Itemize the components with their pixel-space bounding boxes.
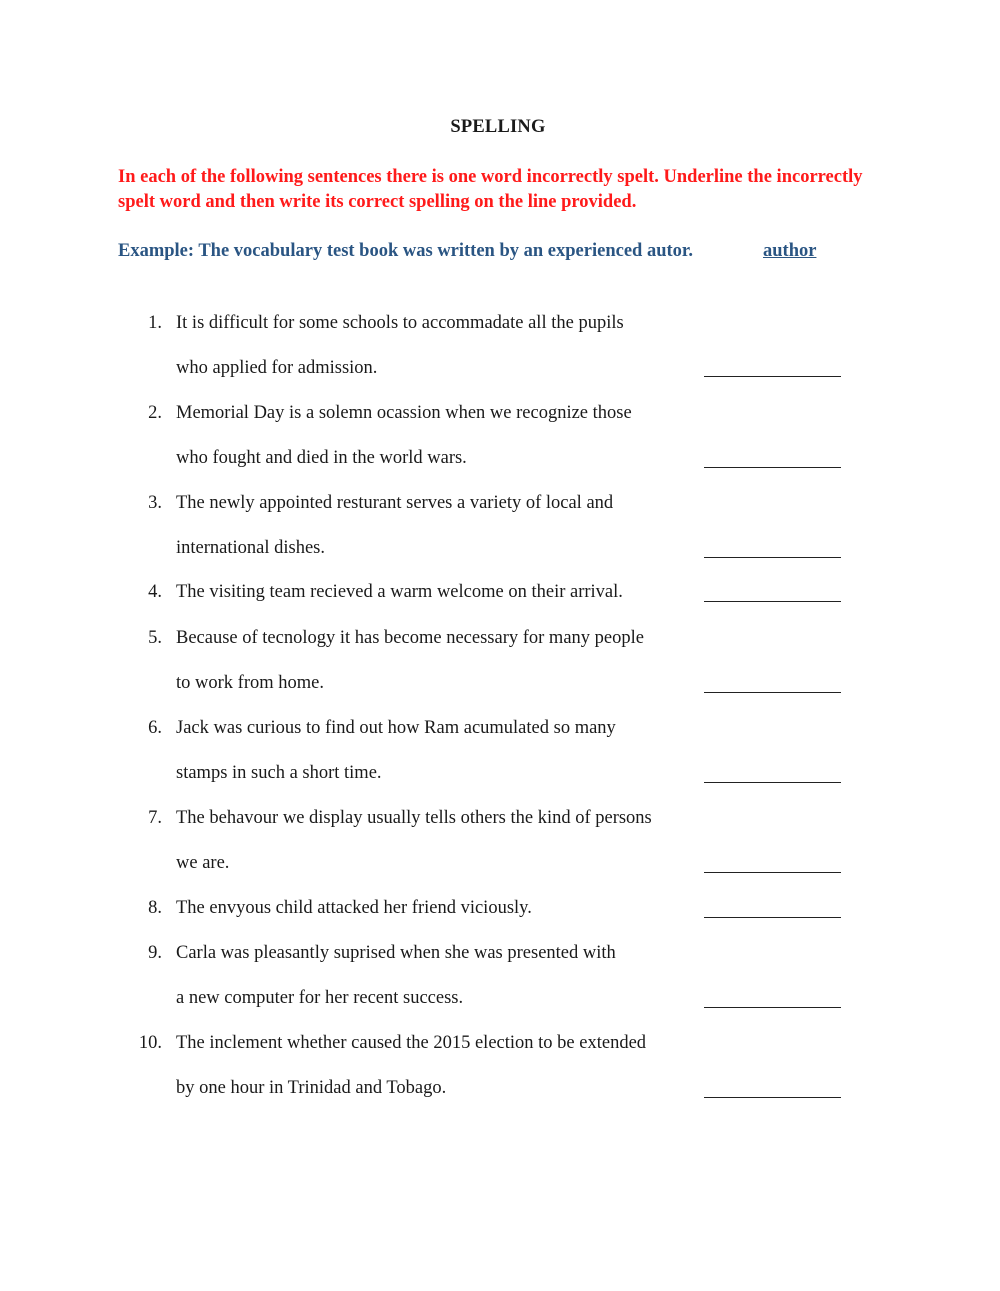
item-sentence-line1: Carla was pleasantly suprised when she was presented with: [176, 943, 616, 963]
answer-blank-line[interactable]: [704, 376, 841, 377]
instructions-text: In each of the following sentences there is one word incorrectly spelt. Underline the incorrectly spelt word and then write its correct spelling on the line provided.: [118, 167, 863, 212]
item-sentence-line2: who applied for admission.: [176, 358, 378, 378]
example-answer: author: [763, 241, 817, 261]
item-sentence-line2: by one hour in Trinidad and Tobago.: [176, 1078, 447, 1098]
answer-blank-line[interactable]: [704, 782, 841, 783]
item-sentence-line1: Memorial Day is a solemn ocassion when we recognize those: [176, 403, 632, 423]
answer-blank-line[interactable]: [704, 872, 841, 873]
item-sentence-line2: international dishes.: [176, 538, 325, 558]
item-sentence-line1: Jack was curious to find out how Ram acumulated so many: [176, 718, 616, 738]
answer-blank-line[interactable]: [704, 1097, 841, 1098]
answer-blank-line[interactable]: [704, 467, 841, 468]
item-number: 3.: [148, 493, 162, 513]
item-sentence-line2: stamps in such a short time.: [176, 763, 382, 783]
answer-blank-line[interactable]: [704, 1007, 841, 1008]
item-sentence-line1: The envyous child attacked her friend viciously.: [176, 898, 532, 918]
item-sentence-line1: It is difficult for some schools to accommadate all the pupils: [176, 313, 624, 333]
item-number: 1.: [148, 313, 162, 333]
example-sentence: Example: The vocabulary test book was written by an experienced autor.: [118, 241, 694, 261]
item-sentence-line2: a new computer for her recent success.: [176, 988, 464, 1008]
item-sentence-line2: who fought and died in the world wars.: [176, 448, 467, 468]
item-sentence-line2: we are.: [176, 853, 230, 873]
answer-blank-line[interactable]: [704, 917, 841, 918]
item-sentence-line1: The visiting team recieved a warm welcome on their arrival.: [176, 582, 623, 602]
item-sentence-line1: The newly appointed resturant serves a variety of local and: [176, 493, 614, 513]
example-line: [118, 239, 828, 263]
item-number: 6.: [148, 718, 162, 738]
item-number: 8.: [148, 898, 162, 918]
answer-blank-line[interactable]: [704, 692, 841, 693]
item-number: 5.: [148, 628, 162, 648]
answer-blank-line[interactable]: [704, 557, 841, 558]
item-sentence-line2: to work from home.: [176, 673, 324, 693]
worksheet-title: SPELLING: [450, 117, 546, 137]
answer-blank-line[interactable]: [704, 601, 841, 602]
item-sentence-line1: The behavour we display usually tells others the kind of persons: [176, 808, 652, 828]
item-sentence-line1: Because of tecnology it has become necessary for many people: [176, 628, 644, 648]
item-sentence-line1: The inclement whether caused the 2015 election to be extended: [176, 1033, 647, 1053]
item-number: 10.: [138, 1033, 162, 1053]
item-number: 9.: [148, 943, 162, 963]
item-number: 4.: [148, 582, 162, 602]
item-number: 2.: [148, 403, 162, 423]
item-number: 7.: [148, 808, 162, 828]
